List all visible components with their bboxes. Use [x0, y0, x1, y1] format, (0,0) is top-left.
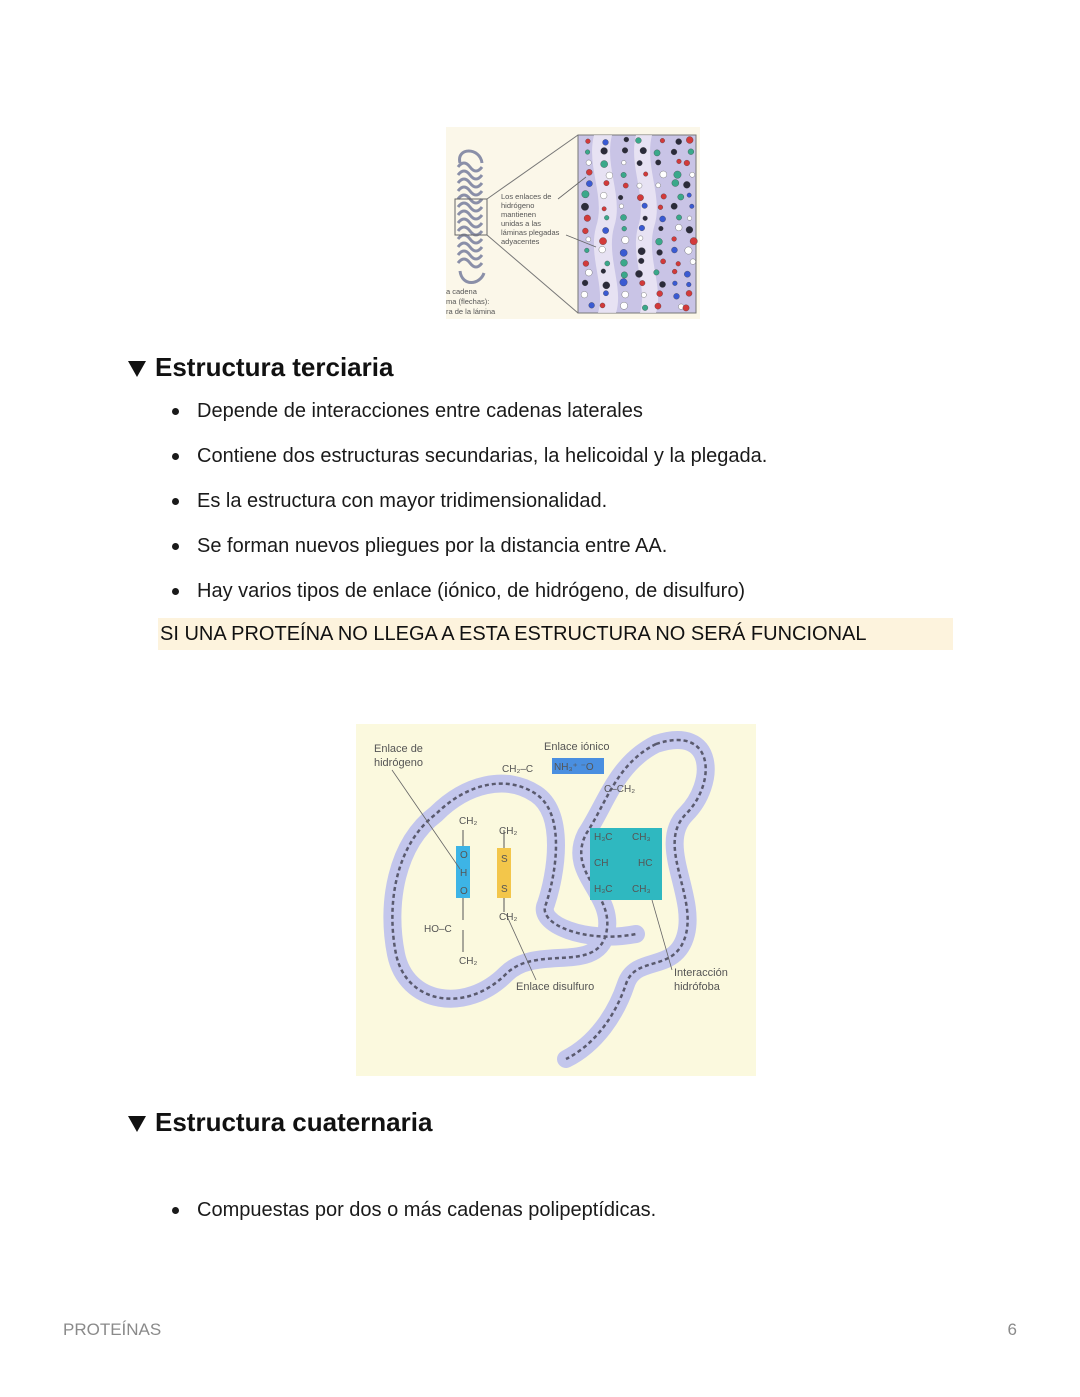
atom-dot [690, 259, 696, 265]
atom-dot [589, 302, 595, 308]
label-disulfide: Enlace disulfuro [516, 981, 595, 993]
atom-dot [678, 194, 684, 200]
atom-dot [683, 305, 689, 311]
atom-dot [605, 261, 610, 266]
atom-dot [690, 172, 695, 177]
atom-dot [643, 216, 648, 221]
atom-dot [690, 204, 694, 208]
list-item: Se forman nuevos pliegues por la distancia entre AA. [170, 534, 767, 579]
page-number: 6 [1007, 1320, 1017, 1339]
atom-dot [622, 291, 629, 298]
atom-dot [602, 207, 606, 211]
svg-text:CH₂: CH₂ [459, 816, 478, 827]
atom-dot [621, 272, 627, 278]
atom-dot [620, 249, 627, 256]
atom-dot [660, 138, 665, 143]
atom-dot [676, 139, 682, 145]
quaternary-bullet-list [170, 1198, 656, 1243]
atom-dot [635, 138, 641, 144]
atom-dot [603, 282, 610, 289]
atom-dot [604, 215, 609, 220]
atom-dot [600, 192, 607, 199]
atom-dot [586, 139, 591, 144]
atom-dot [671, 247, 677, 253]
atom-dot [582, 280, 588, 286]
atom-dot [583, 261, 589, 267]
atom-dot [622, 148, 628, 154]
atom-dot [586, 237, 591, 242]
atom-dot [672, 179, 679, 186]
atom-dot [655, 303, 661, 309]
atom-dot [657, 250, 663, 256]
atom-dot [623, 183, 628, 188]
beta-sheet-figure [446, 127, 700, 319]
atom-dot [683, 181, 690, 188]
atom-dot [658, 205, 663, 210]
section-heading-tertiary[interactable] [128, 352, 393, 383]
tertiary-bullet-list [170, 399, 767, 624]
atom-dot [672, 237, 677, 242]
svg-text:O: O [460, 886, 468, 897]
svg-text:CH₂–C: CH₂–C [502, 764, 534, 775]
atom-dot [637, 160, 642, 165]
list-item: Es la estructura con mayor tridimensionalidad. [170, 489, 767, 534]
atom-dot [601, 269, 606, 274]
atom-dot [655, 160, 660, 165]
atom-dot [635, 270, 642, 277]
svg-text:HC: HC [638, 858, 653, 869]
atom-dot [599, 246, 606, 253]
atom-dot [584, 215, 591, 222]
atom-dot [622, 226, 627, 231]
atom-dot [676, 215, 681, 220]
svg-text:H₃C: H₃C [594, 832, 613, 843]
atom-dot [604, 180, 609, 185]
atom-dot [671, 203, 677, 209]
label-ionic: Enlace iónico [544, 741, 610, 753]
svg-text:HO–C: HO–C [424, 924, 452, 935]
atom-dot [661, 194, 666, 199]
atom-dot [656, 238, 663, 245]
atom-dot [586, 169, 592, 175]
atom-dot [659, 281, 665, 287]
atom-dot [581, 291, 588, 298]
list-item: Depende de interacciones entre cadenas laterales [170, 399, 767, 444]
hbond-callout-text: Los enlaces de hidrógeno mantienen unidas a las láminas plegadas adyacentes [501, 192, 560, 246]
atom-dot [603, 227, 609, 233]
svg-text:C–CH₂: C–CH₂ [604, 784, 636, 795]
atom-dot [660, 216, 666, 222]
atom-dot [673, 281, 678, 286]
atom-dot [656, 183, 661, 188]
atom-dot [582, 190, 589, 197]
atom-dot [586, 160, 591, 165]
atom-dot [690, 238, 697, 245]
atom-dot [688, 149, 694, 155]
atom-dot [661, 259, 666, 264]
atom-dot [600, 303, 605, 308]
atom-dot [654, 270, 660, 276]
atom-dot [686, 290, 692, 296]
atom-dot [642, 305, 648, 311]
atom-dot [674, 171, 681, 178]
atom-dot [620, 279, 628, 287]
atom-dot [621, 172, 626, 177]
svg-text:CH: CH [594, 858, 609, 869]
atom-dot [660, 171, 667, 178]
atom-dot [638, 248, 645, 255]
atom-dot [619, 204, 623, 208]
section-heading-quaternary[interactable] [128, 1107, 432, 1138]
svg-text:H₃C: H₃C [594, 884, 613, 895]
tertiary-structure-illustration [356, 724, 756, 1076]
atom-dot [624, 137, 629, 142]
atom-dot [642, 203, 648, 209]
atom-dot [640, 147, 647, 154]
list-item: Hay varios tipos de enlace (iónico, de hidrógeno, de disulfuro) [170, 579, 767, 624]
highlight-callout: SI UNA PROTEÍNA NO LLEGA A ESTA ESTRUCTURA NO SERÁ FUNCIONAL [158, 618, 953, 650]
atom-dot [606, 172, 613, 179]
atom-dot [618, 195, 623, 200]
collapse-triangle-icon[interactable] [128, 1116, 146, 1132]
svg-text:CH₂: CH₂ [499, 826, 518, 837]
atom-dot [640, 280, 646, 286]
atom-dot [684, 160, 690, 166]
atom-dot [620, 302, 627, 309]
beta-sheet-illustration [446, 127, 700, 319]
svg-text:S: S [501, 854, 508, 865]
atom-dot [620, 214, 626, 220]
atom-dot [675, 224, 682, 231]
atom-dot [637, 194, 643, 200]
atom-dot [671, 149, 677, 155]
tertiary-structure-figure [356, 724, 756, 1076]
svg-text:O: O [460, 850, 468, 861]
atom-dot [674, 293, 680, 299]
atom-dot [601, 148, 608, 155]
atom-dot [638, 236, 643, 241]
svg-text:NH₃⁺ ⁻O: NH₃⁺ ⁻O [554, 762, 594, 773]
atom-dot [659, 226, 664, 231]
list-item: Contiene dos estructuras secundarias, la helicoidal y la plegada. [170, 444, 767, 489]
section-title: Estructura cuaternaria [155, 1107, 433, 1137]
atom-dot [639, 225, 645, 231]
section-title: Estructura terciaria [155, 352, 394, 382]
svg-text:H: H [460, 868, 468, 879]
atom-dot [638, 258, 644, 264]
atom-dot [581, 203, 588, 210]
atom-dot [637, 183, 642, 188]
atom-dot [686, 137, 693, 144]
atom-dot [599, 238, 606, 245]
svg-text:CH₂: CH₂ [499, 912, 518, 923]
list-item: Compuestas por dos o más cadenas polipeptídicas. [170, 1198, 656, 1243]
label-hydrophobic: Interacción hidrófoba [674, 967, 728, 993]
atom-dot [621, 259, 628, 266]
atom-dot [603, 291, 608, 296]
atom-dot [677, 159, 682, 164]
svg-text:S: S [501, 884, 508, 895]
atom-dot [654, 150, 660, 156]
atom-dot [686, 226, 693, 233]
atom-dot [603, 139, 609, 145]
atom-dot [622, 160, 626, 164]
atom-dot [684, 271, 690, 277]
atom-dot [585, 269, 592, 276]
atom-dot [685, 247, 692, 254]
atom-dot [582, 228, 588, 234]
sheet-caption: a cadena ma (flechas): ra de la lámina [446, 287, 496, 316]
collapse-triangle-icon[interactable] [128, 361, 146, 377]
svg-text:CH₃: CH₃ [632, 884, 651, 895]
atom-dot [672, 269, 677, 274]
svg-text:CH₃: CH₃ [632, 832, 651, 843]
atom-dot [687, 193, 691, 197]
atom-dot [585, 150, 590, 155]
atom-dot [641, 292, 646, 297]
atom-dot [687, 216, 691, 220]
footer-document-title: PROTEÍNAS [63, 1320, 162, 1339]
atom-dot [686, 282, 691, 287]
atom-dot [643, 172, 648, 177]
atom-dot [622, 236, 629, 243]
atom-dot [676, 261, 681, 266]
atom-dot [601, 160, 608, 167]
atom-dot [586, 181, 592, 187]
atom-dot [584, 248, 589, 253]
label-hbond: Enlace de hidrógeno [374, 743, 423, 769]
svg-text:CH₂: CH₂ [459, 956, 478, 967]
atom-dot [657, 291, 663, 297]
